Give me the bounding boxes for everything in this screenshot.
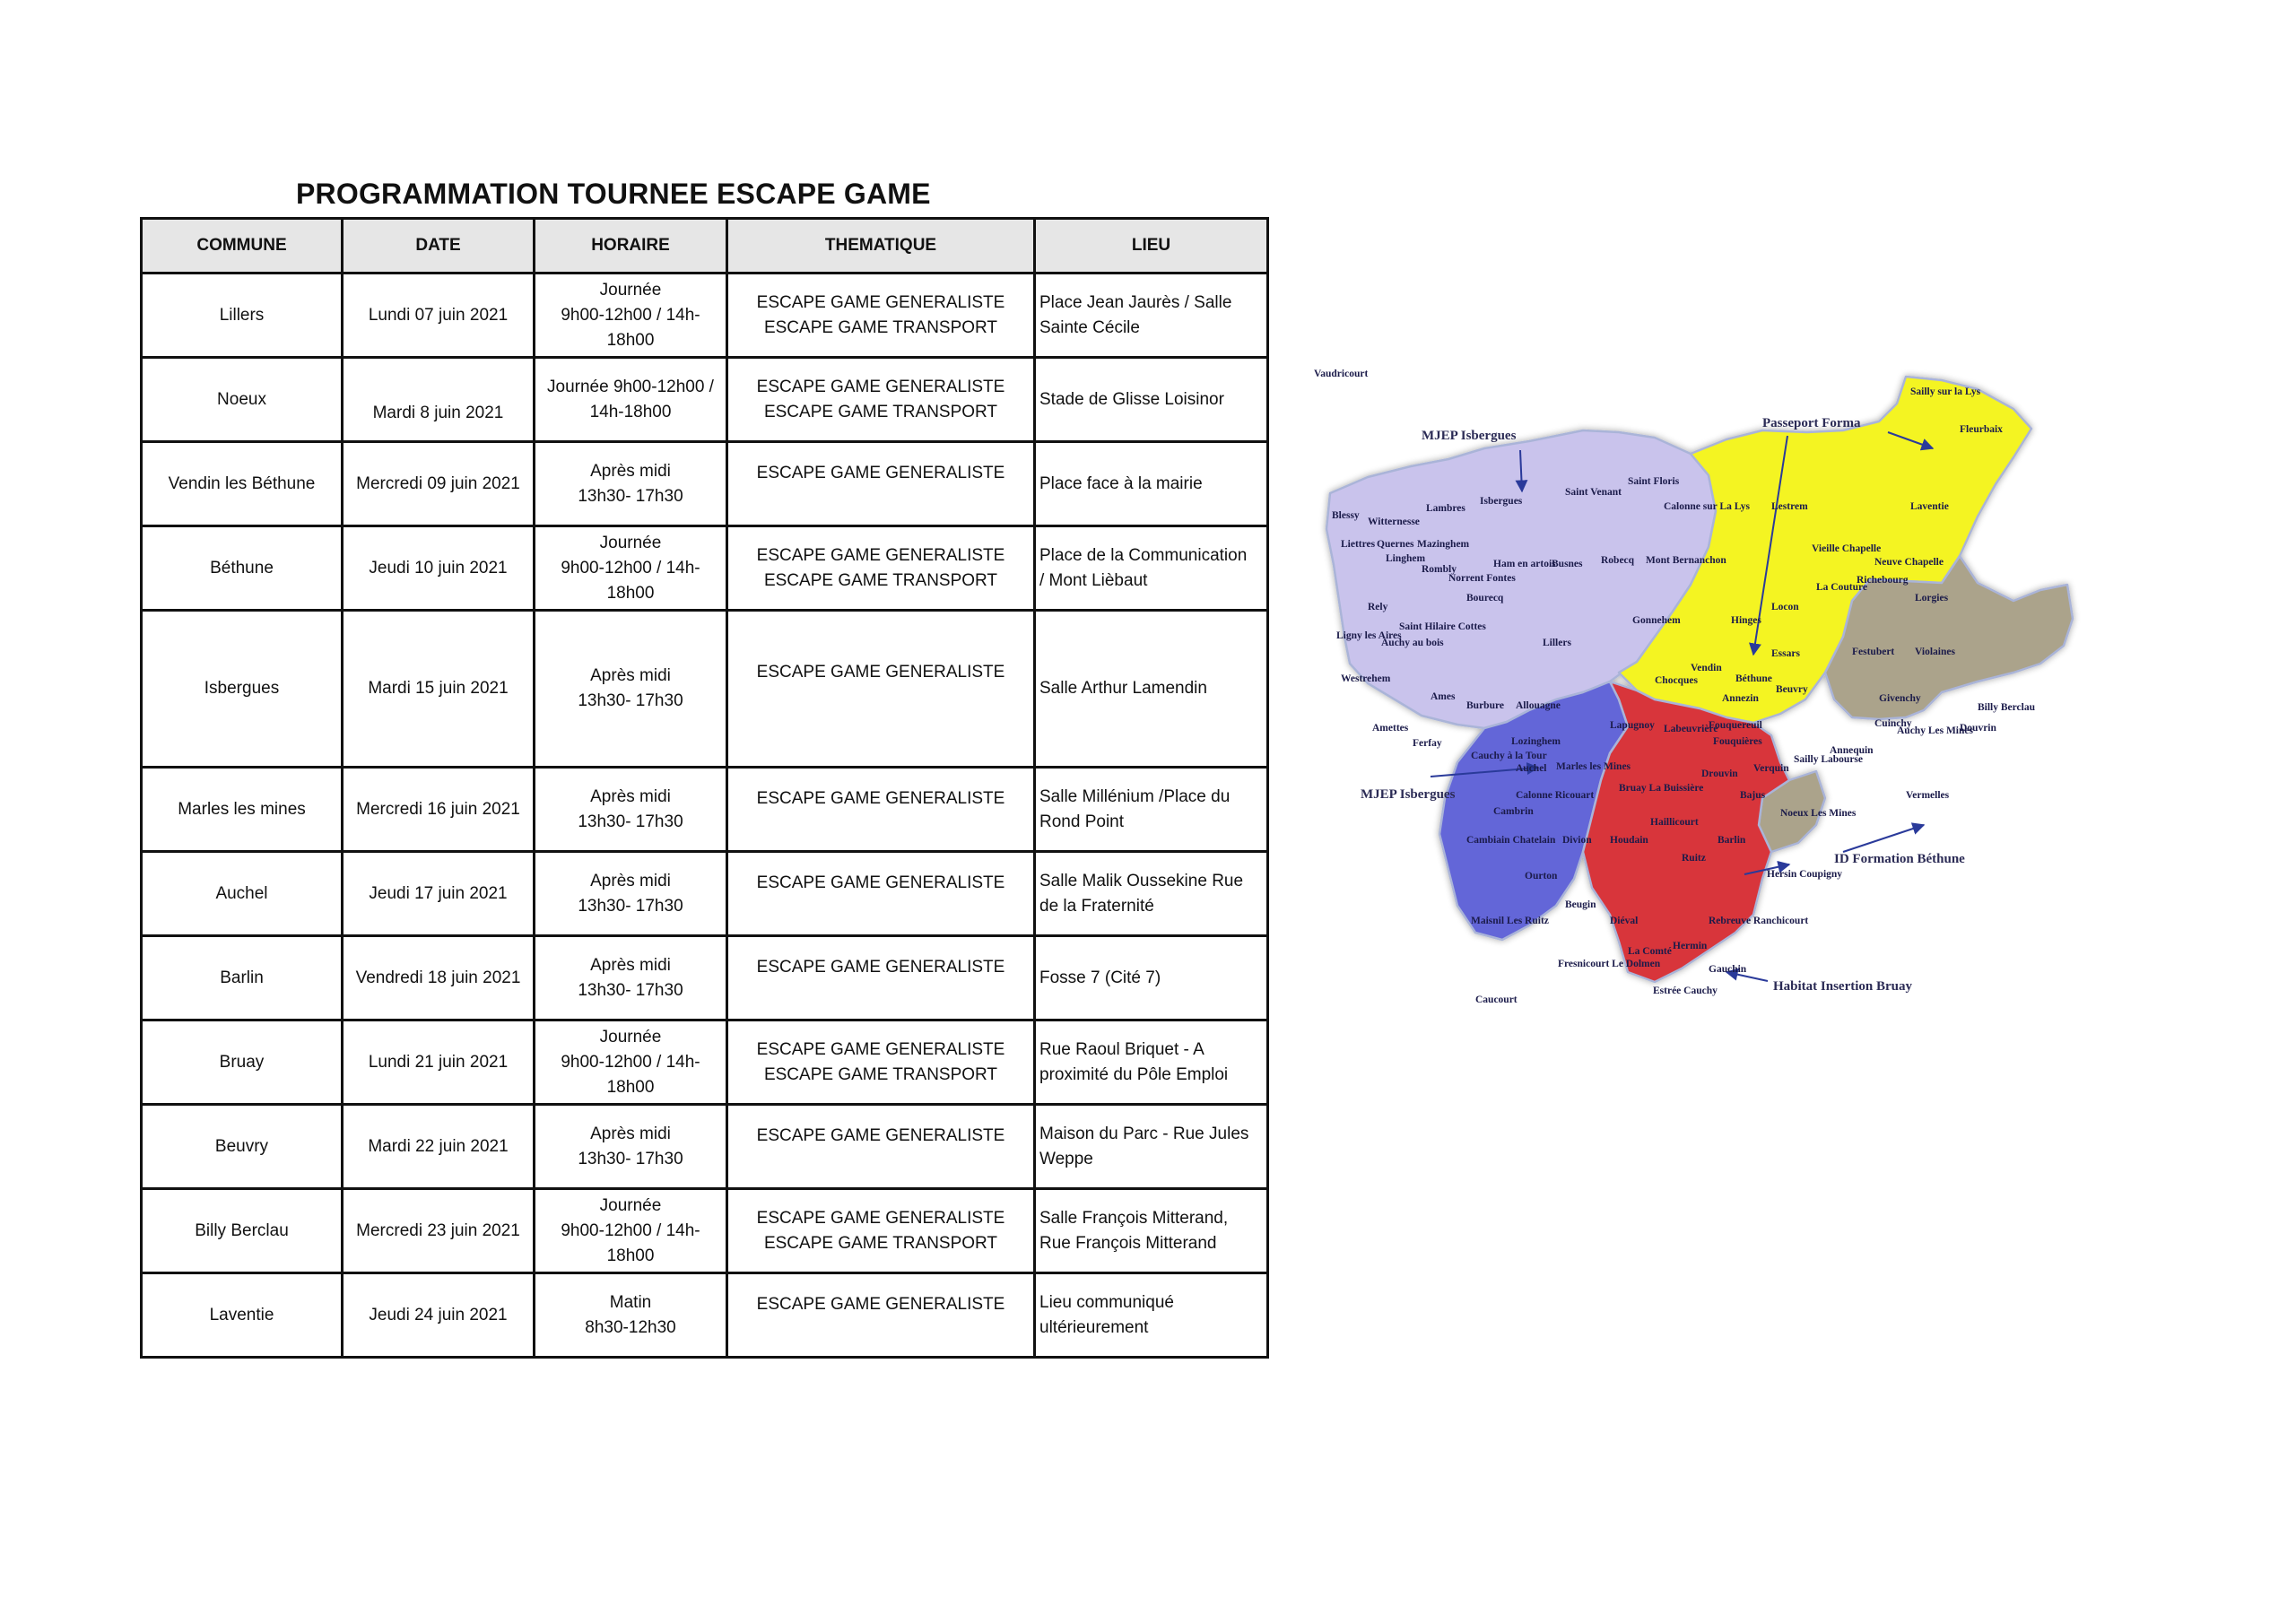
town-label: Isbergues bbox=[1480, 496, 1523, 507]
cell-date: Jeudi 17 juin 2021 bbox=[343, 852, 535, 936]
town-label: Douvrin bbox=[1960, 723, 1996, 734]
town-label: Houdain bbox=[1610, 835, 1648, 846]
town-label: Witternesse bbox=[1368, 517, 1420, 527]
town-label: Fouquereuil bbox=[1709, 720, 1762, 731]
town-label: Robecq bbox=[1601, 555, 1635, 566]
cell-date: Lundi 21 juin 2021 bbox=[343, 1020, 535, 1105]
town-label: Divion bbox=[1562, 835, 1592, 846]
table-row bbox=[142, 852, 1268, 936]
cell-date: Mercredi 09 juin 2021 bbox=[343, 442, 535, 526]
town-label: Barlin bbox=[1718, 835, 1746, 846]
cell-horaire: Journée 9h00-12h00 / 14h- 18h00 bbox=[535, 274, 727, 358]
cell-thematique: ESCAPE GAME GENERALISTE bbox=[727, 611, 1035, 768]
cell-date: Vendredi 18 juin 2021 bbox=[343, 936, 535, 1020]
town-label: Cauchy à la Tour bbox=[1471, 751, 1547, 761]
header-horaire: HORAIRE bbox=[535, 219, 727, 274]
table-row bbox=[142, 1189, 1268, 1273]
header-thematique: THEMATIQUE bbox=[727, 219, 1035, 274]
cell-commune: Barlin bbox=[142, 936, 343, 1020]
cell-thematique: ESCAPE GAME GENERALISTE bbox=[727, 936, 1035, 1020]
town-label: Gauchin bbox=[1709, 964, 1747, 975]
callout-label: Habitat Insertion Bruay bbox=[1773, 979, 1913, 994]
town-label: Burbure bbox=[1466, 700, 1504, 711]
town-label: Fresnicourt Le Dolmen bbox=[1558, 959, 1661, 969]
town-label: Diéval bbox=[1610, 916, 1639, 926]
town-label: Saint Hilaire Cottes bbox=[1399, 621, 1486, 632]
town-label: Marles les Mines bbox=[1556, 761, 1631, 772]
cell-thematique: ESCAPE GAME GENERALISTE ESCAPE GAME TRANSPORT bbox=[727, 526, 1035, 611]
cell-thematique: ESCAPE GAME GENERALISTE ESCAPE GAME TRANSPORT bbox=[727, 1020, 1035, 1105]
town-label: Maisnil Les Ruitz bbox=[1471, 916, 1549, 926]
town-label: Mazinghem bbox=[1417, 539, 1470, 550]
cell-horaire: Journée 9h00-12h00 / 14h- 18h00 bbox=[535, 1020, 727, 1105]
cell-date: Mardi 22 juin 2021 bbox=[343, 1105, 535, 1189]
town-label: Saint Floris bbox=[1628, 476, 1680, 487]
town-label: Calonne sur La Lys bbox=[1664, 501, 1750, 512]
cell-lieu: Fosse 7 (Cité 7) bbox=[1035, 936, 1268, 1020]
town-label: Linghem bbox=[1386, 553, 1426, 564]
cell-commune: Isbergues bbox=[142, 611, 343, 768]
cell-thematique: ESCAPE GAME GENERALISTE ESCAPE GAME TRANSPORT bbox=[727, 274, 1035, 358]
town-label: Haillicourt bbox=[1650, 817, 1699, 828]
cell-commune: Beuvry bbox=[142, 1105, 343, 1189]
town-label: Richebourg bbox=[1857, 575, 1909, 586]
town-label: Blessy bbox=[1332, 510, 1360, 521]
town-label: Béthune bbox=[1735, 673, 1772, 684]
table-row bbox=[142, 526, 1268, 611]
cell-thematique: ESCAPE GAME GENERALISTE bbox=[727, 442, 1035, 526]
cell-commune: Lillers bbox=[142, 274, 343, 358]
cell-thematique: ESCAPE GAME GENERALISTE ESCAPE GAME TRANSPORT bbox=[727, 1189, 1035, 1273]
schedule-table bbox=[140, 217, 1269, 1359]
cell-thematique: ESCAPE GAME GENERALISTE bbox=[727, 1273, 1035, 1358]
town-label: Vaudricourt bbox=[1314, 369, 1369, 379]
cell-date: Lundi 07 juin 2021 bbox=[343, 274, 535, 358]
town-label: Bourecq bbox=[1466, 593, 1504, 604]
cell-lieu: Salle François Mitterand, Rue François Mitterand bbox=[1035, 1189, 1268, 1273]
cell-lieu: Rue Raoul Briquet - A proximité du Pôle Emploi bbox=[1035, 1020, 1268, 1105]
table-row bbox=[142, 1273, 1268, 1358]
town-label: Bajus bbox=[1740, 790, 1766, 801]
cell-lieu: Place de la Communication / Mont Lièbaut bbox=[1035, 526, 1268, 611]
town-label: Ourton bbox=[1525, 871, 1558, 881]
callout-label: Passeport Forma bbox=[1762, 416, 1861, 430]
cell-date: Mardi 8 juin 2021 bbox=[343, 358, 535, 442]
cell-thematique: ESCAPE GAME GENERALISTE ESCAPE GAME TRANSPORT bbox=[727, 358, 1035, 442]
cell-date: Mercredi 23 juin 2021 bbox=[343, 1189, 535, 1273]
town-label: Bruay La Buissière bbox=[1619, 783, 1704, 794]
cell-commune: Noeux bbox=[142, 358, 343, 442]
cell-horaire: Après midi 13h30- 17h30 bbox=[535, 1105, 727, 1189]
cell-horaire: Après midi 13h30- 17h30 bbox=[535, 768, 727, 852]
town-label: Estrée Cauchy bbox=[1653, 986, 1718, 996]
region-map bbox=[1314, 369, 2076, 1058]
cell-horaire: Après midi 13h30- 17h30 bbox=[535, 936, 727, 1020]
town-label: Ruitz bbox=[1682, 853, 1706, 864]
table-row bbox=[142, 358, 1268, 442]
town-label: Sailly Labourse bbox=[1794, 754, 1864, 765]
town-label: Ames bbox=[1431, 691, 1456, 702]
town-label: Lozinghem bbox=[1511, 736, 1561, 747]
cell-thematique: ESCAPE GAME GENERALISTE bbox=[727, 1105, 1035, 1189]
town-label: Vieille Chapelle bbox=[1812, 543, 1882, 554]
town-label: Cuinchy bbox=[1874, 718, 1912, 729]
town-label: Ligny les Aires bbox=[1336, 630, 1402, 641]
town-label: Lorgies bbox=[1915, 593, 1949, 604]
town-label: Beugin bbox=[1565, 899, 1596, 910]
town-label: Beuvry bbox=[1776, 684, 1808, 695]
town-label: Neuve Chapelle bbox=[1874, 557, 1944, 568]
table-header-row bbox=[142, 219, 1268, 274]
cell-lieu: Maison du Parc - Rue Jules Weppe bbox=[1035, 1105, 1268, 1189]
town-label: Sailly sur la Lys bbox=[1910, 386, 1981, 397]
table-row bbox=[142, 1020, 1268, 1105]
town-label: Verquin bbox=[1753, 763, 1789, 774]
town-label: Lambres bbox=[1426, 503, 1465, 514]
cell-lieu: Place face à la mairie bbox=[1035, 442, 1268, 526]
cell-commune: Marles les mines bbox=[142, 768, 343, 852]
header-commune: COMMUNE bbox=[142, 219, 343, 274]
town-label: Amettes bbox=[1372, 723, 1409, 734]
header-date: DATE bbox=[343, 219, 535, 274]
cell-commune: Bruay bbox=[142, 1020, 343, 1105]
town-label: Chocques bbox=[1655, 675, 1698, 686]
town-label: La Comté bbox=[1628, 946, 1672, 957]
cell-horaire: Matin 8h30-12h30 bbox=[535, 1273, 727, 1358]
town-label: Cambiain Chatelain bbox=[1466, 835, 1556, 846]
town-label: Caucourt bbox=[1475, 994, 1518, 1005]
town-label: Hermin bbox=[1673, 941, 1708, 951]
town-label: Laventie bbox=[1910, 501, 1949, 512]
table-row bbox=[142, 442, 1268, 526]
town-label: Liettres bbox=[1341, 539, 1376, 550]
cell-thematique: ESCAPE GAME GENERALISTE bbox=[727, 852, 1035, 936]
town-label: Vendin bbox=[1691, 663, 1722, 673]
town-label: Allouagne bbox=[1516, 700, 1561, 711]
callout-label: MJEP Isbergues bbox=[1361, 787, 1456, 802]
town-label: Auchel bbox=[1516, 763, 1547, 774]
town-label: Gonnehem bbox=[1632, 615, 1681, 626]
town-label: Lillers bbox=[1543, 638, 1571, 648]
cell-lieu: Salle Malik Oussekine Rue de la Fraternité bbox=[1035, 852, 1268, 936]
town-label: Violaines bbox=[1915, 647, 1955, 657]
cell-lieu: Place Jean Jaurès / Salle Sainte Cécile bbox=[1035, 274, 1268, 358]
cell-lieu: Salle Millénium /Place du Rond Point bbox=[1035, 768, 1268, 852]
town-label: Cambrin bbox=[1493, 806, 1534, 817]
header-lieu: LIEU bbox=[1035, 219, 1268, 274]
callout-arrow bbox=[1843, 825, 1924, 852]
cell-commune: Billy Berclau bbox=[142, 1189, 343, 1273]
town-label: Billy Berclau bbox=[1978, 702, 2035, 713]
cell-horaire: Journée 9h00-12h00 / 14h- 18h00 bbox=[535, 526, 727, 611]
town-label: Labeuvrière bbox=[1664, 724, 1718, 734]
table-row bbox=[142, 1105, 1268, 1189]
town-label: Noeux Les Mines bbox=[1780, 808, 1857, 819]
callout-label: ID Formation Béthune bbox=[1834, 852, 1965, 866]
cell-date: Mardi 15 juin 2021 bbox=[343, 611, 535, 768]
cell-date: Jeudi 24 juin 2021 bbox=[343, 1273, 535, 1358]
town-label: Fouquières bbox=[1713, 736, 1762, 747]
town-label: Rombly bbox=[1422, 564, 1457, 575]
town-label: Annezin bbox=[1722, 693, 1759, 704]
cell-commune: Vendin les Béthune bbox=[142, 442, 343, 526]
cell-horaire: Journée 9h00-12h00 / 14h- 18h00 bbox=[535, 1189, 727, 1273]
cell-date: Mercredi 16 juin 2021 bbox=[343, 768, 535, 852]
cell-date: Jeudi 10 juin 2021 bbox=[343, 526, 535, 611]
town-label: Givenchy bbox=[1879, 693, 1921, 704]
cell-horaire: Journée 9h00-12h00 / 14h-18h00 bbox=[535, 358, 727, 442]
cell-lieu: Stade de Glisse Loisinor bbox=[1035, 358, 1268, 442]
town-label: Annequin bbox=[1830, 745, 1874, 756]
table-row bbox=[142, 768, 1268, 852]
cell-horaire: Après midi 13h30- 17h30 bbox=[535, 442, 727, 526]
town-label: Ferfay bbox=[1413, 738, 1442, 749]
town-label: Rebreuve Ranchicourt bbox=[1709, 916, 1809, 926]
town-label: Ham en artois bbox=[1493, 559, 1556, 569]
cell-commune: Laventie bbox=[142, 1273, 343, 1358]
town-label: Calonne Ricouart bbox=[1516, 790, 1595, 801]
town-label: Rely bbox=[1368, 602, 1388, 612]
town-label: Essars bbox=[1771, 648, 1800, 659]
town-label: Drouvin bbox=[1701, 769, 1738, 779]
cell-commune: Auchel bbox=[142, 852, 343, 936]
cell-thematique: ESCAPE GAME GENERALISTE bbox=[727, 768, 1035, 852]
town-label: Auchy au bois bbox=[1381, 638, 1444, 648]
table-row bbox=[142, 936, 1268, 1020]
cell-horaire: Après midi 13h30- 17h30 bbox=[535, 852, 727, 936]
cell-commune: Béthune bbox=[142, 526, 343, 611]
town-label: Lapugnoy bbox=[1610, 720, 1655, 731]
town-label: Lestrem bbox=[1771, 501, 1808, 512]
town-label: Festubert bbox=[1852, 647, 1895, 657]
cell-lieu: Salle Arthur Lamendin bbox=[1035, 611, 1268, 768]
document-title: PROGRAMMATION TOURNEE ESCAPE GAME bbox=[296, 178, 931, 210]
cell-horaire: Après midi 13h30- 17h30 bbox=[535, 611, 727, 768]
town-label: Busnes bbox=[1552, 559, 1583, 569]
town-label: La Couture bbox=[1816, 582, 1867, 593]
town-label: Quernes bbox=[1377, 539, 1414, 550]
table-row bbox=[142, 611, 1268, 768]
town-label: Saint Venant bbox=[1565, 487, 1622, 498]
town-label: Mont Bernanchon bbox=[1646, 555, 1726, 566]
table-row bbox=[142, 274, 1268, 358]
town-label: Locon bbox=[1771, 602, 1799, 612]
town-label: Hersin Coupigny bbox=[1767, 869, 1843, 880]
callout-label: MJEP Isbergues bbox=[1422, 429, 1517, 443]
town-label: Auchy Les Mines bbox=[1897, 725, 1973, 736]
town-label: Fleurbaix bbox=[1960, 424, 2003, 435]
town-label: Hinges bbox=[1731, 615, 1761, 626]
town-label: Vermelles bbox=[1906, 790, 1950, 801]
town-label: Norrent Fontes bbox=[1448, 573, 1516, 584]
cell-lieu: Lieu communiqué ultérieurement bbox=[1035, 1273, 1268, 1358]
town-label: Westrehem bbox=[1341, 673, 1391, 684]
